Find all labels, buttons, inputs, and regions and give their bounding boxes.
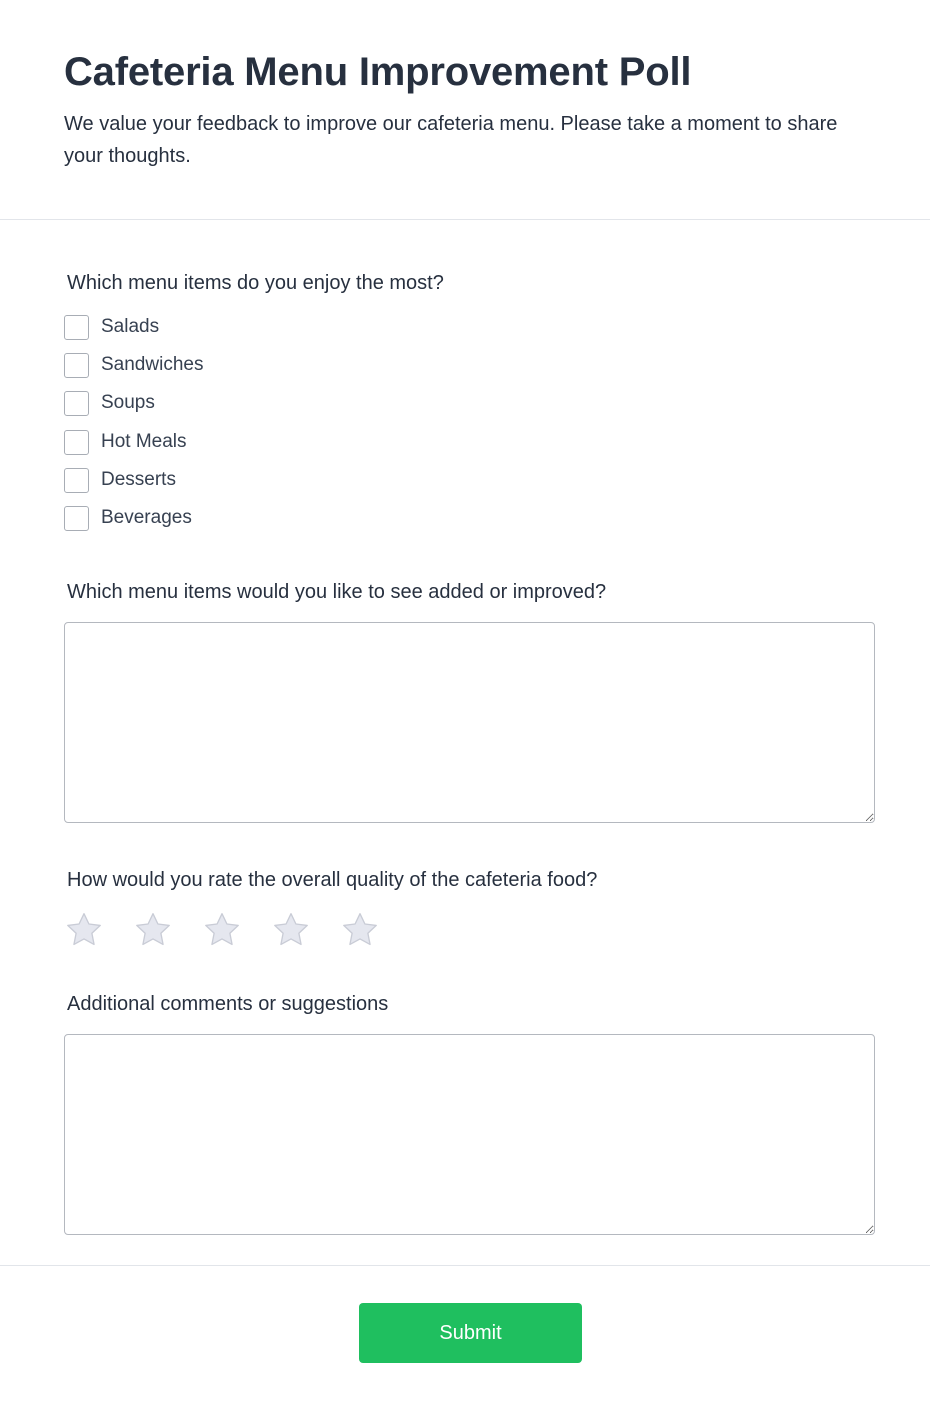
star-icon[interactable] xyxy=(202,910,242,950)
option-desserts[interactable] xyxy=(64,467,176,493)
option-label: Salads xyxy=(101,316,160,337)
option-label: Desserts xyxy=(101,469,176,490)
option-label: Hot Meals xyxy=(101,431,187,452)
checkbox[interactable] xyxy=(64,468,89,493)
question-additional-comments: Additional comments or suggestions xyxy=(67,993,389,1015)
submit-button[interactable]: Submit xyxy=(359,1303,582,1363)
checkbox[interactable] xyxy=(64,391,89,416)
page-title: Cafeteria Menu Improvement Poll xyxy=(64,50,692,94)
page-description: We value your feedback to improve our cafeteria menu. Please take a moment to share your thoughts. xyxy=(64,113,838,167)
option-sandwiches[interactable] xyxy=(64,352,203,378)
question-add-improve: Which menu items would you like to see added or improved? xyxy=(67,581,607,603)
add-improve-textarea[interactable] xyxy=(64,622,875,823)
star-icon[interactable] xyxy=(340,910,380,950)
star-icon[interactable] xyxy=(271,910,311,950)
option-label: Sandwiches xyxy=(101,354,204,375)
checkbox[interactable] xyxy=(64,315,89,340)
checkbox[interactable] xyxy=(64,430,89,455)
option-beverages[interactable] xyxy=(64,505,192,531)
option-hot-meals[interactable] xyxy=(64,429,187,455)
comments-textarea[interactable] xyxy=(64,1034,875,1235)
footer-divider xyxy=(0,1265,930,1266)
option-salads[interactable] xyxy=(64,314,159,340)
option-label: Soups xyxy=(101,392,155,413)
option-label: Beverages xyxy=(101,507,192,528)
checkbox[interactable] xyxy=(64,353,89,378)
option-soups[interactable] xyxy=(64,390,155,416)
form-header xyxy=(0,0,930,220)
question-quality-rating: How would you rate the overall quality of the cafeteria food? xyxy=(67,869,598,891)
star-icon[interactable] xyxy=(133,910,173,950)
star-icon[interactable] xyxy=(64,910,104,950)
checkbox[interactable] xyxy=(64,506,89,531)
question-favorite-items: Which menu items do you enjoy the most? xyxy=(67,272,444,294)
